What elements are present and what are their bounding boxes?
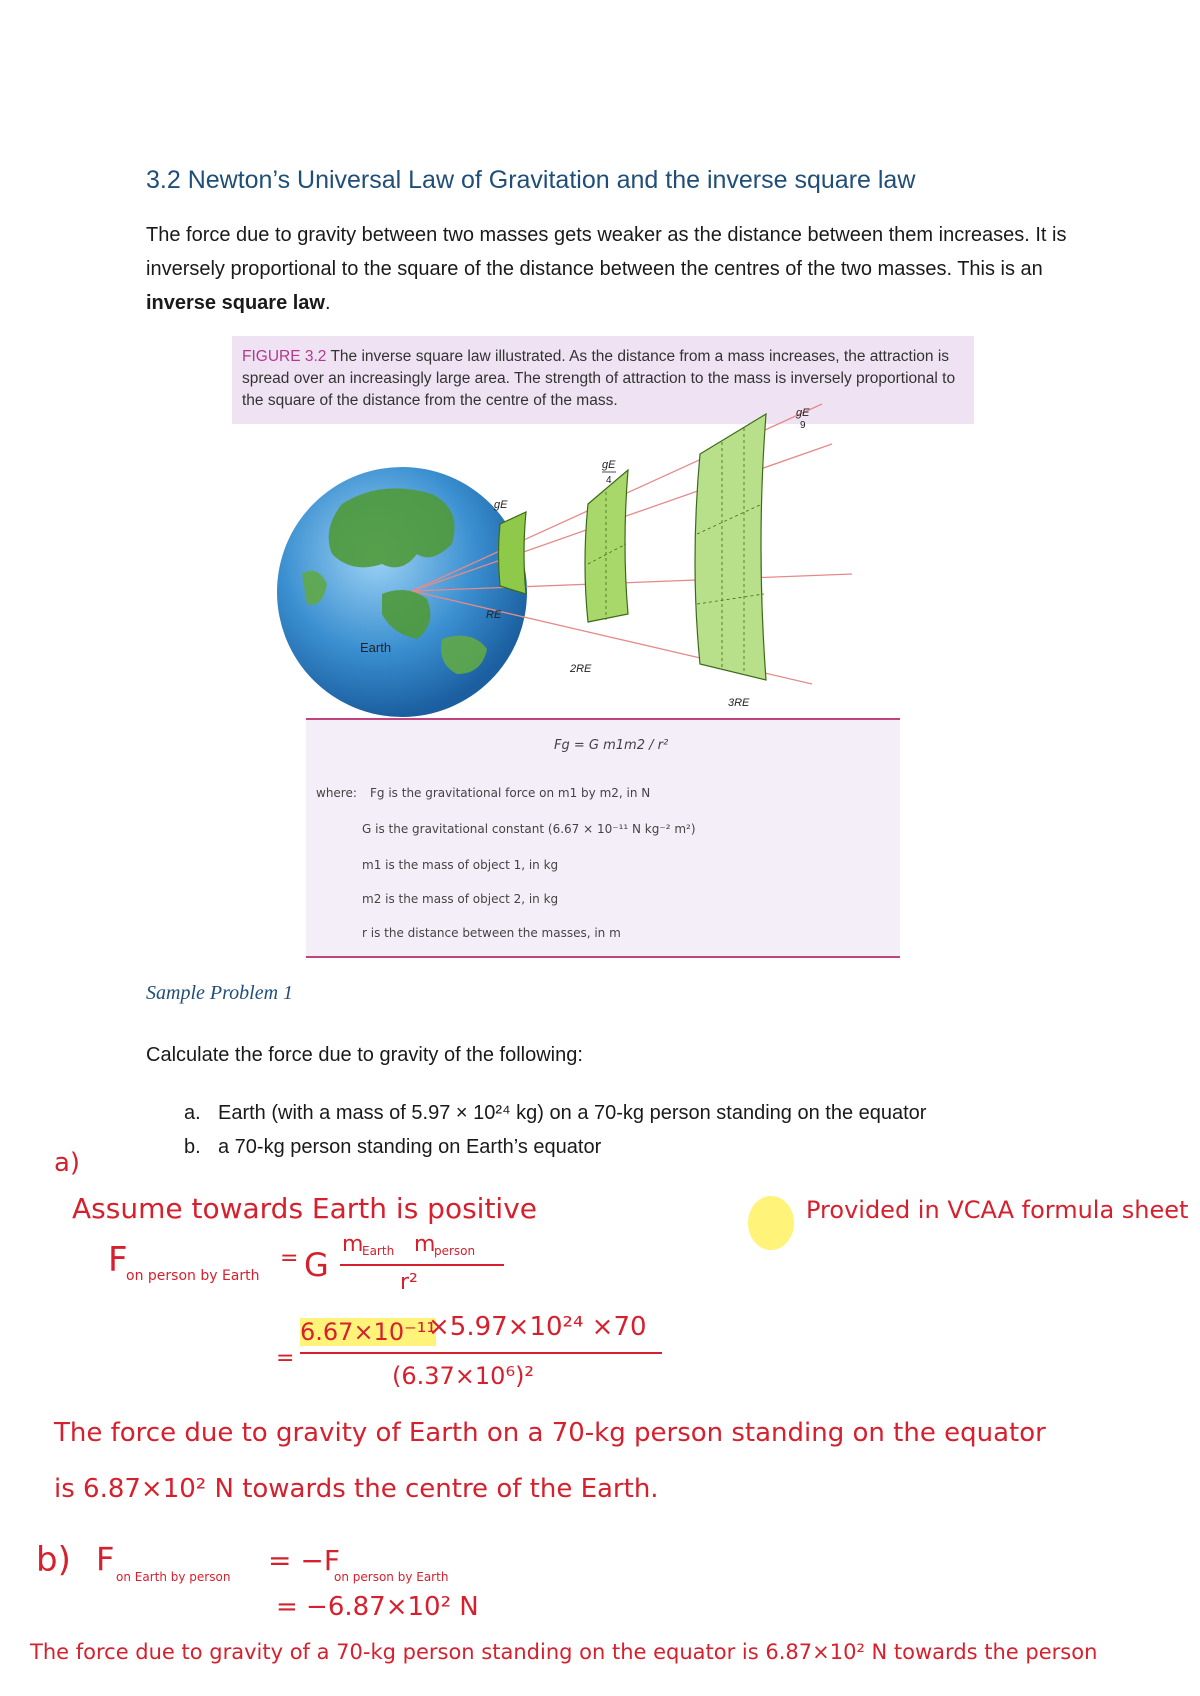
gravitation-equation: Fg = G m1m2 / r²: [554, 738, 669, 753]
definition-r: r is the distance between the masses, in m: [362, 926, 621, 940]
item-a-text: Earth (with a mass of 5.97 × 10²⁴ kg) on a 70-kg person standing on the equator: [218, 1102, 927, 1124]
hw-fraction-bar: [340, 1264, 504, 1266]
hw-calc-den: (6.37×10⁶)²: [392, 1362, 535, 1390]
figure-caption: [232, 336, 974, 424]
hw-conclusion-a-1: The force due to gravity of Earth on a 70-kg person standing on the equator: [54, 1418, 1046, 1448]
highlight-dot: [748, 1196, 794, 1250]
section-heading: 3.2 Newton’s Universal Law of Gravitation and the inverse square law: [146, 166, 916, 194]
hw-m-person-sub: person: [434, 1244, 476, 1258]
hw-b-lhs: F: [96, 1540, 115, 1578]
figure-label: FIGURE 3.2: [242, 348, 327, 365]
hw-m-earth: m: [342, 1232, 364, 1257]
inverse-square-figure: [232, 407, 974, 724]
label-gE9-num: gE: [796, 407, 810, 419]
hw-eq-sign: =: [280, 1246, 299, 1271]
label-gE9-den: 9: [800, 420, 806, 431]
where-label: where:: [316, 786, 357, 800]
formula-box: [306, 718, 900, 958]
label-gE4-num: gE: [602, 459, 616, 471]
definition-fg: Fg is the gravitational force on m1 by m2, in N: [370, 786, 651, 800]
hw-calc-mid: ×5.97×10²⁴ ×70: [428, 1312, 647, 1342]
hw-part-b-label: b): [36, 1540, 71, 1580]
hw-conclusion-b: The force due to gravity of a 70-kg person standing on the equator is 6.87×10² N towards the person: [30, 1640, 1098, 1664]
hw-m-earth-sub: Earth: [362, 1244, 395, 1258]
item-b-text: a 70-kg person standing on Earth’s equator: [218, 1136, 602, 1158]
hw-assume: Assume towards Earth is positive: [72, 1192, 538, 1225]
label-3RE: 3RE: [728, 697, 750, 709]
hw-b-value: = −6.87×10² N: [276, 1592, 479, 1622]
hw-conclusion-a-2: is 6.87×10² N towards the centre of the Earth.: [54, 1474, 659, 1504]
figure-caption-text: The inverse square law illustrated. As the distance from a mass increases, the attraction is spread over an increasingly large area. The strength of attraction to the mass is inversely proportional to the square of the distance from the centre of the mass.: [242, 348, 956, 409]
hw-force-lhs: F: [108, 1240, 128, 1280]
hw-b-rhs: = −F: [268, 1544, 340, 1577]
hw-b-lhs-sub: on Earth by person: [116, 1570, 231, 1584]
hw-b-rhs-sub: on person by Earth: [334, 1570, 449, 1584]
label-RE: RE: [486, 609, 502, 621]
hw-calc-G: 6.67×10⁻¹¹: [300, 1318, 436, 1346]
sample-instruction: Calculate the force due to gravity of the following:: [146, 1044, 583, 1066]
hw-calc-bar: [300, 1352, 662, 1354]
hw-r-squared: r²: [400, 1270, 418, 1295]
hw-provided-note: Provided in VCAA formula sheet: [806, 1196, 1189, 1224]
label-2RE: 2RE: [570, 663, 592, 675]
item-a-label: a.: [184, 1102, 201, 1124]
label-gE4-den: 4: [606, 475, 612, 486]
panel-3RE: [695, 414, 766, 680]
hw-force-sub: on person by Earth: [126, 1268, 260, 1284]
definition-m1: m1 is the mass of object 1, in kg: [362, 858, 559, 872]
intro-bold-term: inverse square law: [146, 292, 325, 314]
definition-m2: m2 is the mass of object 2, in kg: [362, 892, 559, 906]
sample-problem-title: Sample Problem 1: [146, 982, 294, 1004]
hw-G: G: [304, 1246, 329, 1284]
hw-m-person: m: [414, 1232, 436, 1257]
definition-g: G is the gravitational constant (6.67 × 10⁻¹¹ N kg⁻² m²): [362, 822, 696, 836]
panel-RE: [499, 512, 527, 594]
intro-text: The force due to gravity between two masses gets weaker as the distance between them increases. It is inversely proportional to the square of the distance between the centres of the two masses. This is an: [146, 224, 1067, 280]
hw-calc-eq: =: [276, 1346, 295, 1371]
intro-paragraph: [146, 218, 1086, 320]
label-earth: Earth: [360, 640, 392, 655]
item-b-label: b.: [184, 1136, 201, 1158]
label-gE: gE: [494, 499, 508, 511]
intro-end: .: [324, 292, 331, 314]
hw-part-a-label: a): [54, 1148, 81, 1178]
